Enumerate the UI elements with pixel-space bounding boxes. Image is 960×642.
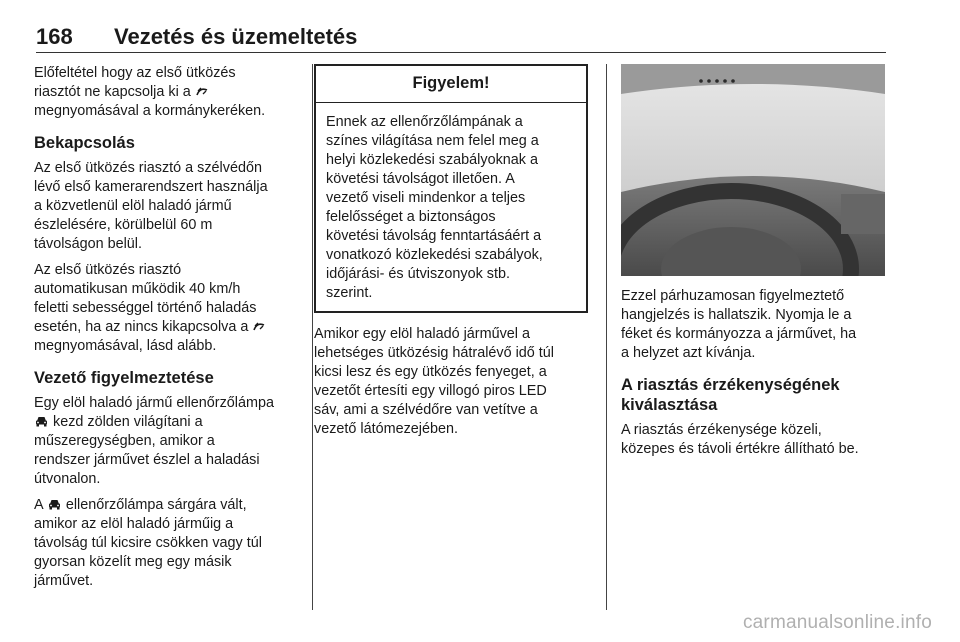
page-number: 168 — [36, 24, 73, 49]
audio-warning-paragraph: Ezzel párhuzamosan figyelmeztető hangjelzés is hallatszik. Nyomja le a féket és kormányozza a járművet, ha a helyzet azt kívánja. — [621, 288, 857, 361]
section1-paragraph-2: Az első ütközés riasztó automatikusan működik 40 km/h feletti sebességgel történő haladás esetén, ha az nincs kikapcsolva a megnyomásával, lásd alább. — [34, 261, 304, 356]
column-1 — [34, 64, 304, 598]
vehicle-ahead-icon — [48, 498, 61, 510]
section-heading-bekapcsolas: Bekapcsolás — [34, 134, 135, 152]
section1-paragraph-1: Az első ütközés riasztó a szélvédőn lévő első kamerarendszert használja a közvetlenül elöl haladó jármű észlelésére, körülbelül 60 m távolságon belül. — [34, 160, 268, 252]
chapter-title: Vezetés és üzemeltetés — [114, 24, 358, 49]
intro-paragraph: Előfeltétel hogy az első ütközés riasztót ne kapcsolja ki a megnyomásával a kormánykeréken. — [34, 65, 266, 119]
section-heading-vezeto-figyelmeztetese: Vezető figyelmeztetése — [34, 369, 214, 387]
section2-paragraph-1: Egy elöl haladó jármű ellenőrzőlámpa kezd zölden világítani a műszeregységben, amikor a rendszer járművet észlel a haladási útvonalon. — [34, 395, 274, 487]
column-3 — [621, 64, 893, 466]
column-divider-1 — [312, 64, 313, 610]
section-heading-sensitivity: A riasztás érzékenységének kiválasztása — [621, 376, 840, 414]
windshield-led-photo — [621, 64, 885, 276]
section2-paragraph-2: A ellenőrzőlámpa sárgára vált, amikor az elöl haladó járműig a távolság túl kicsire csökken vagy túl gyorsan közelít meg egy másik járművet. — [34, 497, 262, 589]
collision-alert-switch-icon — [196, 85, 209, 97]
watermark: carmanualsonline.info — [742, 612, 932, 633]
warning-box — [314, 64, 588, 313]
collision-warning-paragraph: Amikor egy elöl haladó járművel a lehetséges ütközésig hátralévő idő túl kicsi lesz és egy ütközés fenyeget, a vezetőt értesíti egy villogó piros LED sáv, ami a szélvédőre van vetítve a vezető látómezejében. — [314, 326, 554, 437]
vehicle-ahead-icon — [35, 415, 48, 427]
column-divider-2 — [606, 64, 607, 610]
warning-body: Ennek az ellenőrzőlámpának a színes világítása nem felel meg a helyi közlekedési szabályoknak a követési távolságot illetően. A vezető viseli mindenkor a teljes felelősséget a biztonságos követési távolság fenntartásáért a vonatkozó közlekedési szabályok, időjárási- és útviszonyok stb. szerint. — [326, 114, 543, 301]
page-header — [36, 24, 886, 52]
sensitivity-paragraph: A riasztás érzékenysége közeli, közepes és távoli értékre állítható be. — [621, 422, 859, 457]
header-divider — [36, 52, 886, 53]
windshield-illustration — [621, 64, 885, 276]
collision-alert-switch-icon — [253, 320, 266, 332]
column-2 — [314, 64, 594, 446]
warning-title: Figyelem! — [316, 66, 586, 103]
